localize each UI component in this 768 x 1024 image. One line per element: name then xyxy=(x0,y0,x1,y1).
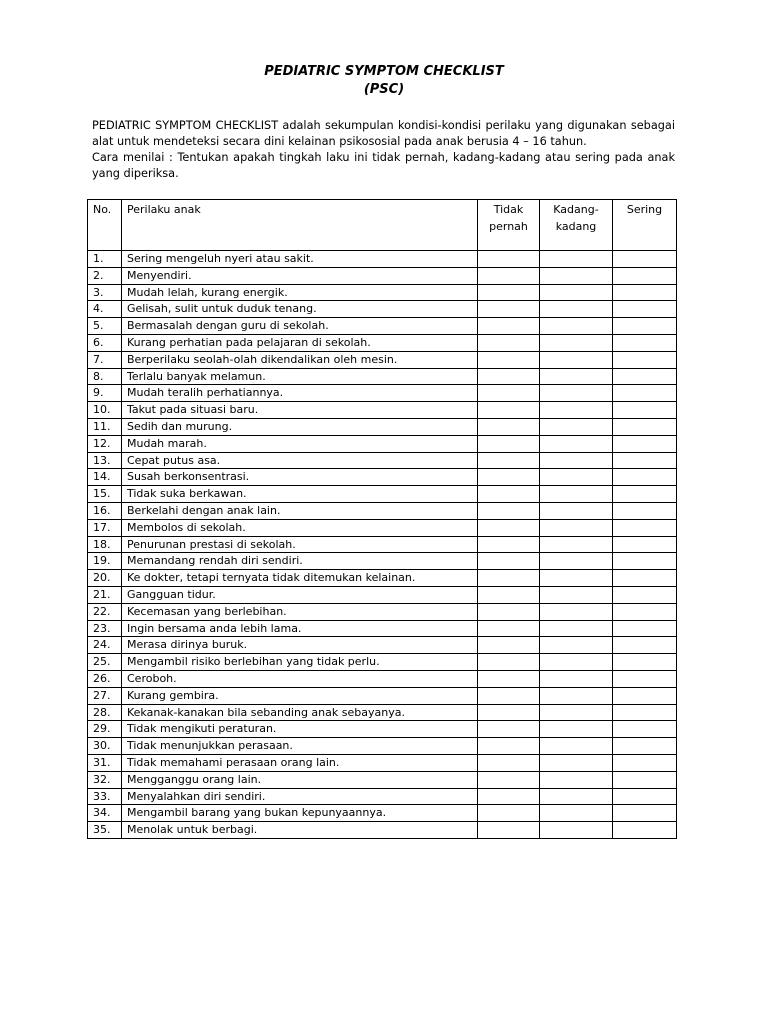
row-number: 1. xyxy=(88,251,122,268)
checkbox-cell-tidak-pernah[interactable] xyxy=(478,687,540,704)
checkbox-cell-sering[interactable] xyxy=(613,603,677,620)
row-number: 2. xyxy=(88,267,122,284)
checkbox-cell-sering[interactable] xyxy=(613,318,677,335)
checkbox-cell-sering[interactable] xyxy=(613,368,677,385)
table-header-row xyxy=(88,200,677,251)
row-behavior: Berperilaku seolah-olah dikendalikan oleh mesin. xyxy=(122,351,478,368)
checkbox-cell-sering[interactable] xyxy=(613,570,677,587)
checkbox-cell-tidak-pernah[interactable] xyxy=(478,704,540,721)
document-subtitle: (PSC) xyxy=(363,82,405,97)
checkbox-cell-sering[interactable] xyxy=(613,704,677,721)
row-behavior: Ingin bersama anda lebih lama. xyxy=(122,620,478,637)
row-behavior: Kecemasan yang berlebihan. xyxy=(122,603,478,620)
table-row xyxy=(88,788,677,805)
checkbox-cell-sering[interactable] xyxy=(613,637,677,654)
checkbox-cell-sering[interactable] xyxy=(613,805,677,822)
checkbox-cell-kadang-kadang[interactable] xyxy=(540,771,613,788)
table-row xyxy=(88,620,677,637)
checkbox-cell-kadang-kadang[interactable] xyxy=(540,385,613,402)
row-number: 19. xyxy=(88,553,122,570)
row-behavior: Menyendiri. xyxy=(122,267,478,284)
checkbox-cell-kadang-kadang[interactable] xyxy=(540,586,613,603)
row-behavior: Gelisah, sulit untuk duduk tenang. xyxy=(122,301,478,318)
row-behavior: Membolos di sekolah. xyxy=(122,519,478,536)
table-row xyxy=(88,570,677,587)
row-number: 32. xyxy=(88,771,122,788)
checkbox-cell-sering[interactable] xyxy=(613,620,677,637)
table-row xyxy=(88,603,677,620)
intro-paragraph-instructions: Cara menilai : Tentukan apakah tingkah laku ini tidak pernah, kadang-kadang atau sering pada anak yang diperiksa. xyxy=(92,151,675,180)
checkbox-cell-sering[interactable] xyxy=(613,771,677,788)
checkbox-cell-sering[interactable] xyxy=(613,435,677,452)
checkbox-cell-kadang-kadang[interactable] xyxy=(540,418,613,435)
table-row xyxy=(88,805,677,822)
checkbox-cell-kadang-kadang[interactable] xyxy=(540,553,613,570)
table-row xyxy=(88,351,677,368)
table-row xyxy=(88,738,677,755)
checkbox-cell-tidak-pernah[interactable] xyxy=(478,637,540,654)
row-behavior: Terlalu banyak melamun. xyxy=(122,368,478,385)
row-behavior: Mengambil risiko berlebihan yang tidak perlu. xyxy=(122,654,478,671)
row-number: 13. xyxy=(88,452,122,469)
table-row xyxy=(88,284,677,301)
checkbox-cell-tidak-pernah[interactable] xyxy=(478,553,540,570)
checkbox-cell-sering[interactable] xyxy=(613,738,677,755)
checkbox-cell-tidak-pernah[interactable] xyxy=(478,502,540,519)
checkbox-cell-sering[interactable] xyxy=(613,822,677,839)
row-behavior: Menyalahkan diri sendiri. xyxy=(122,788,478,805)
header-sering: Sering xyxy=(613,200,677,251)
checkbox-cell-tidak-pernah[interactable] xyxy=(478,570,540,587)
table-row xyxy=(88,301,677,318)
checkbox-cell-kadang-kadang[interactable] xyxy=(540,670,613,687)
row-behavior: Cepat putus asa. xyxy=(122,452,478,469)
row-number: 4. xyxy=(88,301,122,318)
row-behavior: Berkelahi dengan anak lain. xyxy=(122,502,478,519)
row-behavior: Susah berkonsentrasi. xyxy=(122,469,478,486)
row-number: 6. xyxy=(88,334,122,351)
row-number: 23. xyxy=(88,620,122,637)
checkbox-cell-sering[interactable] xyxy=(613,553,677,570)
checkbox-cell-tidak-pernah[interactable] xyxy=(478,301,540,318)
table-row xyxy=(88,486,677,503)
checkbox-cell-sering[interactable] xyxy=(613,687,677,704)
checkbox-cell-sering[interactable] xyxy=(613,586,677,603)
row-behavior: Memandang rendah diri sendiri. xyxy=(122,553,478,570)
checkbox-cell-kadang-kadang[interactable] xyxy=(540,334,613,351)
checkbox-cell-tidak-pernah[interactable] xyxy=(478,351,540,368)
row-number: 34. xyxy=(88,805,122,822)
checkbox-cell-kadang-kadang[interactable] xyxy=(540,754,613,771)
row-number: 35. xyxy=(88,822,122,839)
row-number: 31. xyxy=(88,754,122,771)
header-kadang-kadang-line2: kadang xyxy=(555,220,597,233)
row-behavior: Tidak memahami perasaan orang lain. xyxy=(122,754,478,771)
row-behavior: Kurang gembira. xyxy=(122,687,478,704)
checkbox-cell-sering[interactable] xyxy=(613,788,677,805)
table-row xyxy=(88,654,677,671)
row-behavior: Gangguan tidur. xyxy=(122,586,478,603)
checkbox-cell-tidak-pernah[interactable] xyxy=(478,368,540,385)
row-number: 3. xyxy=(88,284,122,301)
checkbox-cell-tidak-pernah[interactable] xyxy=(478,670,540,687)
checkbox-cell-tidak-pernah[interactable] xyxy=(478,418,540,435)
checkbox-cell-kadang-kadang[interactable] xyxy=(540,402,613,419)
intro-text xyxy=(92,118,675,182)
checkbox-cell-tidak-pernah[interactable] xyxy=(478,318,540,335)
table-row xyxy=(88,435,677,452)
row-number: 15. xyxy=(88,486,122,503)
row-number: 8. xyxy=(88,368,122,385)
checkbox-cell-kadang-kadang[interactable] xyxy=(540,251,613,268)
row-number: 30. xyxy=(88,738,122,755)
checkbox-cell-sering[interactable] xyxy=(613,486,677,503)
checkbox-cell-kadang-kadang[interactable] xyxy=(540,654,613,671)
row-behavior: Ke dokter, tetapi ternyata tidak ditemukan kelainan. xyxy=(122,570,478,587)
row-number: 16. xyxy=(88,502,122,519)
checkbox-cell-sering[interactable] xyxy=(613,536,677,553)
header-tidak-pernah-line2: pernah xyxy=(489,220,528,233)
table-row xyxy=(88,469,677,486)
checkbox-cell-kadang-kadang[interactable] xyxy=(540,805,613,822)
row-behavior: Mudah marah. xyxy=(122,435,478,452)
table-row xyxy=(88,385,677,402)
checkbox-cell-kadang-kadang[interactable] xyxy=(540,284,613,301)
header-kadang-kadang-line1: Kadang- xyxy=(553,203,599,216)
row-number: 29. xyxy=(88,721,122,738)
checkbox-cell-tidak-pernah[interactable] xyxy=(478,435,540,452)
checkbox-cell-kadang-kadang[interactable] xyxy=(540,435,613,452)
header-behavior: Perilaku anak xyxy=(122,200,478,251)
row-behavior: Menolak untuk berbagi. xyxy=(122,822,478,839)
table-row xyxy=(88,553,677,570)
checkbox-cell-tidak-pernah[interactable] xyxy=(478,805,540,822)
table-row xyxy=(88,687,677,704)
row-number: 26. xyxy=(88,670,122,687)
row-behavior: Sering mengeluh nyeri atau sakit. xyxy=(122,251,478,268)
checkbox-cell-tidak-pernah[interactable] xyxy=(478,486,540,503)
table-row xyxy=(88,704,677,721)
checkbox-cell-kadang-kadang[interactable] xyxy=(540,620,613,637)
checkbox-cell-sering[interactable] xyxy=(613,502,677,519)
checkbox-cell-tidak-pernah[interactable] xyxy=(478,385,540,402)
checkbox-cell-tidak-pernah[interactable] xyxy=(478,620,540,637)
checkbox-cell-kadang-kadang[interactable] xyxy=(540,822,613,839)
row-number: 7. xyxy=(88,351,122,368)
row-behavior: Bermasalah dengan guru di sekolah. xyxy=(122,318,478,335)
row-behavior: Kurang perhatian pada pelajaran di sekolah. xyxy=(122,334,478,351)
row-number: 17. xyxy=(88,519,122,536)
row-behavior: Mudah lelah, kurang energik. xyxy=(122,284,478,301)
checkbox-cell-sering[interactable] xyxy=(613,284,677,301)
table-row xyxy=(88,251,677,268)
checkbox-cell-kadang-kadang[interactable] xyxy=(540,469,613,486)
checkbox-cell-tidak-pernah[interactable] xyxy=(478,654,540,671)
checkbox-cell-tidak-pernah[interactable] xyxy=(478,738,540,755)
checkbox-cell-sering[interactable] xyxy=(613,654,677,671)
row-behavior: Kekanak-kanakan bila sebanding anak sebayanya. xyxy=(122,704,478,721)
row-behavior: Mengambil barang yang bukan kepunyaannya. xyxy=(122,805,478,822)
checkbox-cell-sering[interactable] xyxy=(613,251,677,268)
row-number: 14. xyxy=(88,469,122,486)
row-number: 33. xyxy=(88,788,122,805)
checkbox-cell-sering[interactable] xyxy=(613,519,677,536)
checkbox-cell-tidak-pernah[interactable] xyxy=(478,603,540,620)
row-behavior: Mudah teralih perhatiannya. xyxy=(122,385,478,402)
checkbox-cell-kadang-kadang[interactable] xyxy=(540,721,613,738)
checklist-table xyxy=(87,199,677,839)
checklist-body xyxy=(88,251,677,839)
checkbox-cell-sering[interactable] xyxy=(613,402,677,419)
checkbox-cell-tidak-pernah[interactable] xyxy=(478,754,540,771)
checkbox-cell-tidak-pernah[interactable] xyxy=(478,284,540,301)
table-row xyxy=(88,721,677,738)
checkbox-cell-kadang-kadang[interactable] xyxy=(540,267,613,284)
checkbox-cell-kadang-kadang[interactable] xyxy=(540,318,613,335)
checkbox-cell-kadang-kadang[interactable] xyxy=(540,301,613,318)
checkbox-cell-kadang-kadang[interactable] xyxy=(540,687,613,704)
checkbox-cell-sering[interactable] xyxy=(613,418,677,435)
checkbox-cell-kadang-kadang[interactable] xyxy=(540,637,613,654)
table-row xyxy=(88,771,677,788)
checkbox-cell-kadang-kadang[interactable] xyxy=(540,704,613,721)
row-behavior: Ceroboh. xyxy=(122,670,478,687)
checkbox-cell-tidak-pernah[interactable] xyxy=(478,721,540,738)
checkbox-cell-sering[interactable] xyxy=(613,670,677,687)
table-row xyxy=(88,418,677,435)
checkbox-cell-kadang-kadang[interactable] xyxy=(540,788,613,805)
row-behavior: Penurunan prestasi di sekolah. xyxy=(122,536,478,553)
row-behavior: Sedih dan murung. xyxy=(122,418,478,435)
row-behavior: Mengganggu orang lain. xyxy=(122,771,478,788)
header-no: No. xyxy=(88,200,122,251)
checkbox-cell-tidak-pernah[interactable] xyxy=(478,267,540,284)
checkbox-cell-sering[interactable] xyxy=(613,267,677,284)
checkbox-cell-kadang-kadang[interactable] xyxy=(540,351,613,368)
table-row xyxy=(88,267,677,284)
table-row xyxy=(88,334,677,351)
row-number: 11. xyxy=(88,418,122,435)
row-behavior: Takut pada situasi baru. xyxy=(122,402,478,419)
checkbox-cell-sering[interactable] xyxy=(613,351,677,368)
checkbox-cell-tidak-pernah[interactable] xyxy=(478,586,540,603)
table-row xyxy=(88,452,677,469)
table-row xyxy=(88,536,677,553)
table-row xyxy=(88,502,677,519)
table-row xyxy=(88,754,677,771)
row-number: 27. xyxy=(88,687,122,704)
row-number: 22. xyxy=(88,603,122,620)
checkbox-cell-sering[interactable] xyxy=(613,469,677,486)
table-row xyxy=(88,318,677,335)
checkbox-cell-sering[interactable] xyxy=(613,452,677,469)
checkbox-cell-tidak-pernah[interactable] xyxy=(478,519,540,536)
checkbox-cell-kadang-kadang[interactable] xyxy=(540,536,613,553)
row-number: 25. xyxy=(88,654,122,671)
row-number: 5. xyxy=(88,318,122,335)
checkbox-cell-tidak-pernah[interactable] xyxy=(478,452,540,469)
checkbox-cell-kadang-kadang[interactable] xyxy=(540,570,613,587)
checkbox-cell-kadang-kadang[interactable] xyxy=(540,486,613,503)
intro-paragraph-definition: PEDIATRIC SYMPTOM CHECKLIST adalah sekumpulan kondisi-kondisi perilaku yang digunakan sebagai alat untuk mendeteksi secara dini kelainan psikososial pada anak berusia 4 – 16 tahun. xyxy=(92,119,675,148)
row-behavior: Tidak mengikuti peraturan. xyxy=(122,721,478,738)
checkbox-cell-tidak-pernah[interactable] xyxy=(478,402,540,419)
table-row xyxy=(88,586,677,603)
checkbox-cell-kadang-kadang[interactable] xyxy=(540,519,613,536)
header-tidak-pernah xyxy=(478,200,540,251)
checkbox-cell-sering[interactable] xyxy=(613,721,677,738)
checkbox-cell-kadang-kadang[interactable] xyxy=(540,502,613,519)
row-number: 20. xyxy=(88,570,122,587)
table-row xyxy=(88,637,677,654)
row-number: 9. xyxy=(88,385,122,402)
checkbox-cell-sering[interactable] xyxy=(613,754,677,771)
row-number: 10. xyxy=(88,402,122,419)
header-tidak-pernah-line1: Tidak xyxy=(493,203,524,216)
checkbox-cell-kadang-kadang[interactable] xyxy=(540,368,613,385)
row-number: 28. xyxy=(88,704,122,721)
checkbox-cell-sering[interactable] xyxy=(613,301,677,318)
checkbox-cell-tidak-pernah[interactable] xyxy=(478,788,540,805)
checkbox-cell-tidak-pernah[interactable] xyxy=(478,822,540,839)
document-title: PEDIATRIC SYMPTOM CHECKLIST xyxy=(264,64,504,79)
row-number: 18. xyxy=(88,536,122,553)
table-row xyxy=(88,670,677,687)
checkbox-cell-kadang-kadang[interactable] xyxy=(540,738,613,755)
checkbox-cell-tidak-pernah[interactable] xyxy=(478,536,540,553)
table-row xyxy=(88,822,677,839)
row-behavior: Tidak menunjukkan perasaan. xyxy=(122,738,478,755)
row-number: 24. xyxy=(88,637,122,654)
checkbox-cell-kadang-kadang[interactable] xyxy=(540,452,613,469)
checkbox-cell-tidak-pernah[interactable] xyxy=(478,251,540,268)
checkbox-cell-tidak-pernah[interactable] xyxy=(478,771,540,788)
table-row xyxy=(88,368,677,385)
checkbox-cell-tidak-pernah[interactable] xyxy=(478,469,540,486)
checkbox-cell-kadang-kadang[interactable] xyxy=(540,603,613,620)
table-row xyxy=(88,519,677,536)
checkbox-cell-sering[interactable] xyxy=(613,334,677,351)
row-behavior: Tidak suka berkawan. xyxy=(122,486,478,503)
row-number: 21. xyxy=(88,586,122,603)
checkbox-cell-tidak-pernah[interactable] xyxy=(478,334,540,351)
checkbox-cell-sering[interactable] xyxy=(613,385,677,402)
row-behavior: Merasa dirinya buruk. xyxy=(122,637,478,654)
header-kadang-kadang xyxy=(540,200,613,251)
row-number: 12. xyxy=(88,435,122,452)
table-row xyxy=(88,402,677,419)
